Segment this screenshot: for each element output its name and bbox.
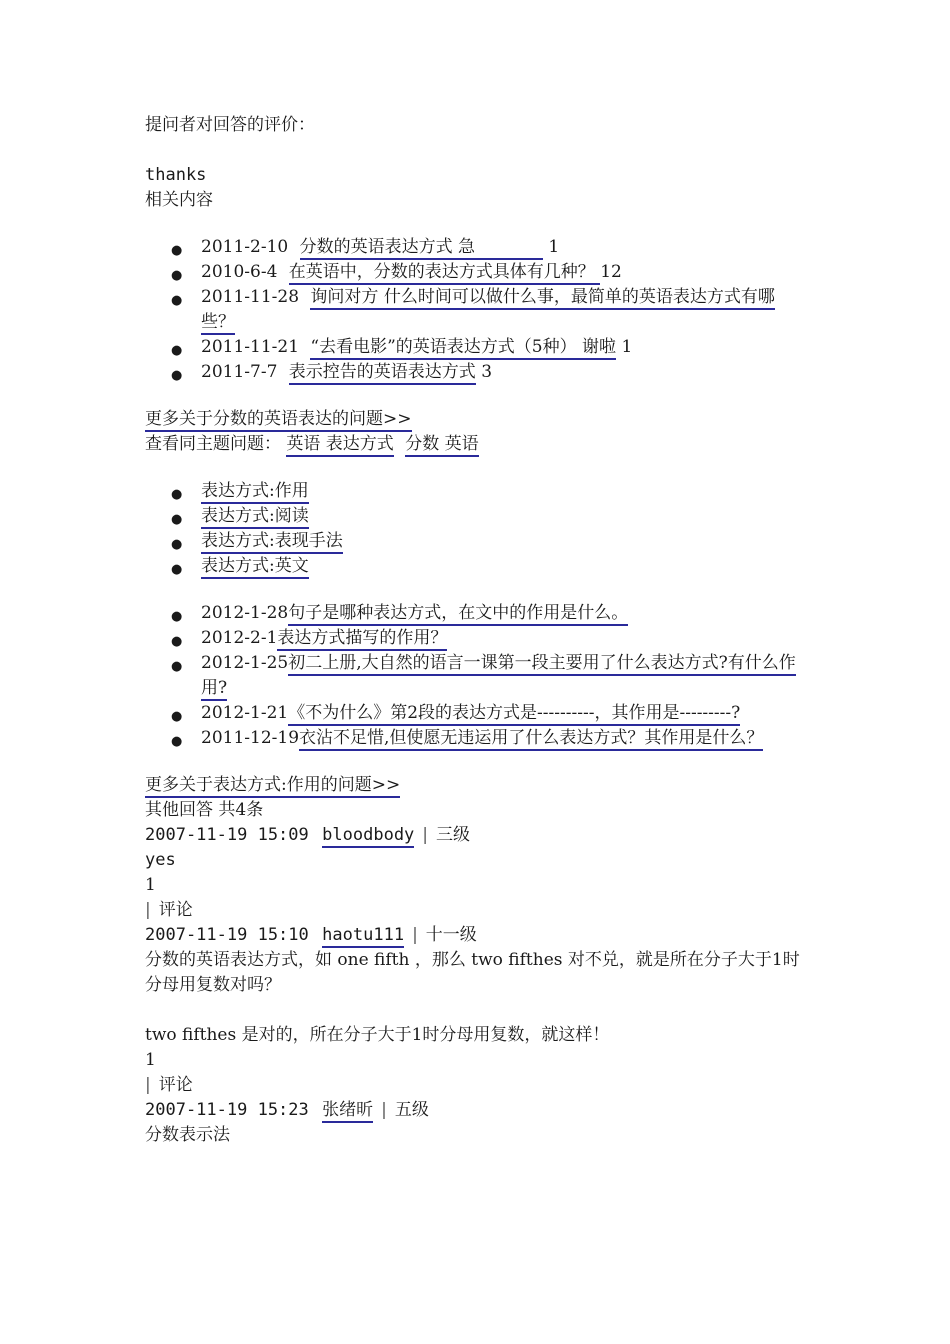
list-item: [171, 726, 796, 751]
related-link[interactable]: 分数的英语表达方式 急: [300, 237, 543, 260]
item-date: 2012-2-1: [201, 628, 278, 648]
bullet-icon: ●: [171, 243, 183, 258]
item-date: 2012-1-25: [201, 653, 289, 673]
bullet-icon: ●: [171, 609, 183, 624]
more-questions-link[interactable]: 更多关于表达方式:作用的问题>>: [145, 775, 400, 798]
item-date: 2011-11-28: [201, 287, 300, 307]
page-content: [145, 113, 810, 1148]
question-link[interactable]: 初二上册,大自然的语言一课第一段主要用了什么表达方式?有什么作用?: [201, 653, 796, 701]
separator: |: [381, 1100, 387, 1120]
more-related-link[interactable]: 更多关于分数的英语表达的问题>>: [145, 409, 412, 432]
answer-text-followup: two fifthes 是对的，所在分子大于1时分母用复数，就这样！: [145, 1025, 610, 1045]
vote-count: 1: [145, 1050, 156, 1070]
bullet-icon: ●: [171, 487, 183, 502]
answer-user-link[interactable]: 张绪昕: [322, 1100, 373, 1123]
other-answers-heading: 其他回答 共4条: [145, 800, 264, 820]
list-item: [171, 479, 810, 504]
answer-level: 五级: [394, 1100, 429, 1120]
bullet-icon: ●: [171, 709, 183, 724]
related-list: [145, 235, 810, 385]
item-date: 2011-11-21: [201, 337, 300, 357]
comment-link[interactable]: 评论: [158, 900, 193, 920]
topic-tag[interactable]: 分数 英语: [405, 434, 478, 457]
bullet-icon: ●: [171, 634, 183, 649]
list-item: [171, 529, 810, 554]
answer-count: 1: [548, 237, 560, 257]
same-topic-row: [145, 432, 810, 457]
answer-count: 12: [600, 262, 622, 282]
item-date: 2011-2-10: [201, 237, 289, 257]
topic-links-list: [145, 479, 810, 579]
answer-text: 分数的英语表达方式，如 one fifth ，那么 two fifthes 对不兑，就是所在分子大于1时分母用复数对吗？: [145, 950, 800, 995]
topic-link[interactable]: 表达方式:英文: [201, 556, 309, 579]
answer-text: yes: [145, 850, 176, 870]
list-item: [171, 626, 810, 651]
question-link[interactable]: 衣沾不足惜,但使愿无违运用了什么表达方式？其作用是什么？: [299, 728, 763, 751]
evaluation-text: thanks: [145, 165, 207, 185]
separator: |: [145, 1075, 151, 1095]
topic-tag[interactable]: 英语 表达方式: [286, 434, 393, 457]
related-link[interactable]: “去看电影”的英语表达方式（5种） 谢啦: [310, 337, 616, 360]
related-heading: 相关内容: [145, 190, 213, 210]
answer-level: 三级: [436, 825, 471, 845]
bullet-icon: ●: [171, 368, 183, 383]
separator: |: [422, 825, 429, 845]
answer-count: 1: [621, 337, 633, 357]
question-link[interactable]: 《不为什么》第2段的表达方式是----------，其作用是---------?: [288, 703, 740, 726]
question-link[interactable]: 句子是哪种表达方式，在文中的作用是什么。: [288, 603, 628, 626]
list-item: [171, 335, 810, 360]
comment-link[interactable]: 评论: [158, 1075, 193, 1095]
bullet-icon: ●: [171, 512, 183, 527]
item-date: 2011-12-19: [201, 728, 300, 748]
bullet-icon: ●: [171, 537, 183, 552]
answer-meta: [145, 823, 810, 848]
evaluation-label: 提问者对回答的评价：: [145, 115, 315, 135]
answer-meta: [145, 923, 810, 948]
question-list: [145, 601, 810, 751]
related-link[interactable]: 在英语中，分数的表达方式具体有几种？: [289, 262, 600, 285]
bullet-icon: ●: [171, 268, 183, 283]
separator: |: [145, 900, 151, 920]
answer-user-link[interactable]: bloodbody: [322, 825, 414, 848]
list-item: [171, 235, 810, 260]
list-item: [171, 554, 810, 579]
list-item: [171, 285, 807, 335]
same-topic-label: 查看同主题问题：: [145, 434, 281, 454]
comment-row: [145, 898, 810, 923]
answer-level: 十一级: [425, 925, 477, 945]
answer-time: 2007-11-19 15:10: [145, 925, 309, 945]
item-date: 2010-6-4: [201, 262, 278, 282]
list-item: [171, 701, 776, 726]
related-link[interactable]: 询问对方 什么时间可以做什么事，最简单的英语表达方式有哪些？: [201, 287, 775, 335]
list-item: [171, 651, 796, 701]
list-item: [171, 360, 810, 385]
list-item: [171, 260, 810, 285]
list-item: [171, 504, 810, 529]
bullet-icon: ●: [171, 562, 183, 577]
vote-count: 1: [145, 875, 156, 895]
answer-meta: [145, 1098, 810, 1123]
topic-link[interactable]: 表达方式:作用: [201, 481, 309, 504]
answer-user-link[interactable]: haotu111: [322, 925, 404, 948]
comment-row: [145, 1073, 810, 1098]
question-link[interactable]: 表达方式描写的作用？: [277, 628, 447, 651]
bullet-icon: ●: [171, 734, 183, 749]
answer-text: 分数表示法: [145, 1125, 230, 1145]
topic-link[interactable]: 表达方式:阅读: [201, 506, 309, 529]
topic-link[interactable]: 表达方式:表现手法: [201, 531, 343, 554]
answer-time: 2007-11-19 15:09: [145, 825, 309, 845]
list-item: [171, 601, 810, 626]
item-date: 2011-7-7: [201, 362, 278, 382]
separator: |: [412, 925, 418, 945]
related-link[interactable]: 表示控告的英语表达方式: [289, 362, 476, 385]
answer-count: 3: [481, 362, 493, 382]
item-date: 2012-1-28: [201, 603, 289, 623]
item-date: 2012-1-21: [201, 703, 289, 723]
answer-time: 2007-11-19 15:23: [145, 1100, 309, 1120]
bullet-icon: ●: [171, 293, 183, 308]
bullet-icon: ●: [171, 343, 183, 358]
bullet-icon: ●: [171, 659, 183, 674]
